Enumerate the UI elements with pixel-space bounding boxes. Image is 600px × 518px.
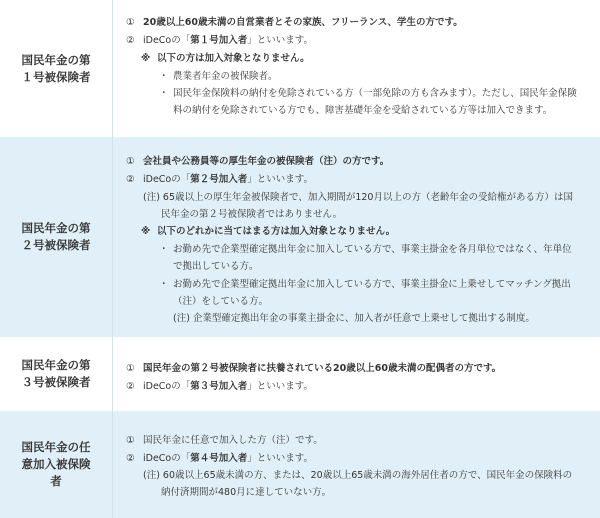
row-header-category-2: 国民年金の第 ２号被保険者 xyxy=(21,221,91,252)
item-number: ② xyxy=(126,35,135,46)
row-header-category-3: 国民年金の第 ３号被保険者 xyxy=(21,358,91,389)
row-category-1 xyxy=(0,0,600,137)
footnote-text-cont: 納付済期間が480月に達していない方。 xyxy=(161,487,332,498)
footnote-text: (注) 60歳以上65歳未満の方、または、20歳以上65歳未満の海外居住者の方で、国民年金の保険料の xyxy=(143,470,573,481)
item-number: ② xyxy=(126,174,135,185)
footnote-text-cont: 民年金の第２号被保険者ではありません。 xyxy=(161,209,343,220)
bullet-text-cont: で拠出している方。 xyxy=(173,261,259,272)
row-category-4 xyxy=(0,411,600,518)
item-number: ① xyxy=(126,156,135,167)
item-number: ② xyxy=(126,453,135,464)
footnote-text: (注) 65歳以上の厚生年金被保険者で、加入期間が120月以上の方（老齢年金の受給権がある方）は国 xyxy=(143,192,573,203)
item-number: ① xyxy=(126,363,135,374)
note-mark: ※ xyxy=(141,226,151,237)
item-text: 国民年金の第２号被保険者に扶養されている20歳以上60歳未満の配偶者の方です。 xyxy=(143,363,502,374)
item-text: 20歳以上60歳未満の自営業者とその家族、フリーランス、学生の方です。 xyxy=(143,17,463,28)
footnote-text: (注) 企業型確定拠出年金の事業主掛金に、加入者が任意で上乗せして拠出する制度。 xyxy=(173,313,535,324)
bullet-text: お勤め先で企業型確定拠出年金に加入している方で、事業主掛金を各月単位ではなく、年単位 xyxy=(173,244,572,255)
bullet-text: 農業者年金の被保険者。 xyxy=(173,71,278,82)
bullet: ・ xyxy=(159,71,169,82)
bullet: ・ xyxy=(159,88,169,99)
item-text: 会社員や公務員等の厚生年金の被保険者（注）の方です。 xyxy=(143,156,390,167)
bullet: ・ xyxy=(159,279,169,290)
bullet-text: お勤め先で企業型確定拠出年金に加入している方で、事業主掛金に上乗せしてマッチング拠出 xyxy=(173,279,571,290)
bullet-text: 国民年金保険料の納付を免除されている方（一部免除の方も含みます）。ただし、国民年金保険 xyxy=(173,88,577,99)
row-content-category-3 xyxy=(113,337,600,411)
row-category-2 xyxy=(0,137,600,337)
note-mark: ※ xyxy=(141,53,151,64)
bullet-text-cont: 料の納付を免除されている方でも、障害基礎年金を受給されている方等は加入できます。 xyxy=(173,105,553,116)
row-content-category-2 xyxy=(113,137,600,337)
item-number: ① xyxy=(126,435,135,446)
item-text: iDeCoの「第２号加入者」といいます。 xyxy=(143,174,314,185)
bullet-text-cont: （注）をしている方。 xyxy=(173,296,269,307)
note-text: 以下の方は加入対象となりません。 xyxy=(157,53,310,64)
bullet: ・ xyxy=(159,244,169,255)
item-number: ② xyxy=(126,381,135,392)
row-content-category-4 xyxy=(113,411,600,518)
item-number: ① xyxy=(126,17,135,28)
row-category-3 xyxy=(0,337,600,411)
item-text: iDeCoの「第４号加入者」といいます。 xyxy=(143,453,314,464)
row-header-category-1: 国民年金の第 １号被保険者 xyxy=(21,52,91,84)
row-header-category-4: 国民年金の任 意加入被保険 者 xyxy=(21,440,91,488)
item-text: iDeCoの「第１号加入者」といいます。 xyxy=(143,35,314,46)
note-text: 以下のどれかに当てはまる方は加入対象となりません。 xyxy=(157,226,396,237)
item-text: 国民年金に任意で加入した方（注）です。 xyxy=(143,435,323,446)
row-content-category-1 xyxy=(113,0,600,137)
item-text: iDeCoの「第３号加入者」といいます。 xyxy=(143,381,314,392)
